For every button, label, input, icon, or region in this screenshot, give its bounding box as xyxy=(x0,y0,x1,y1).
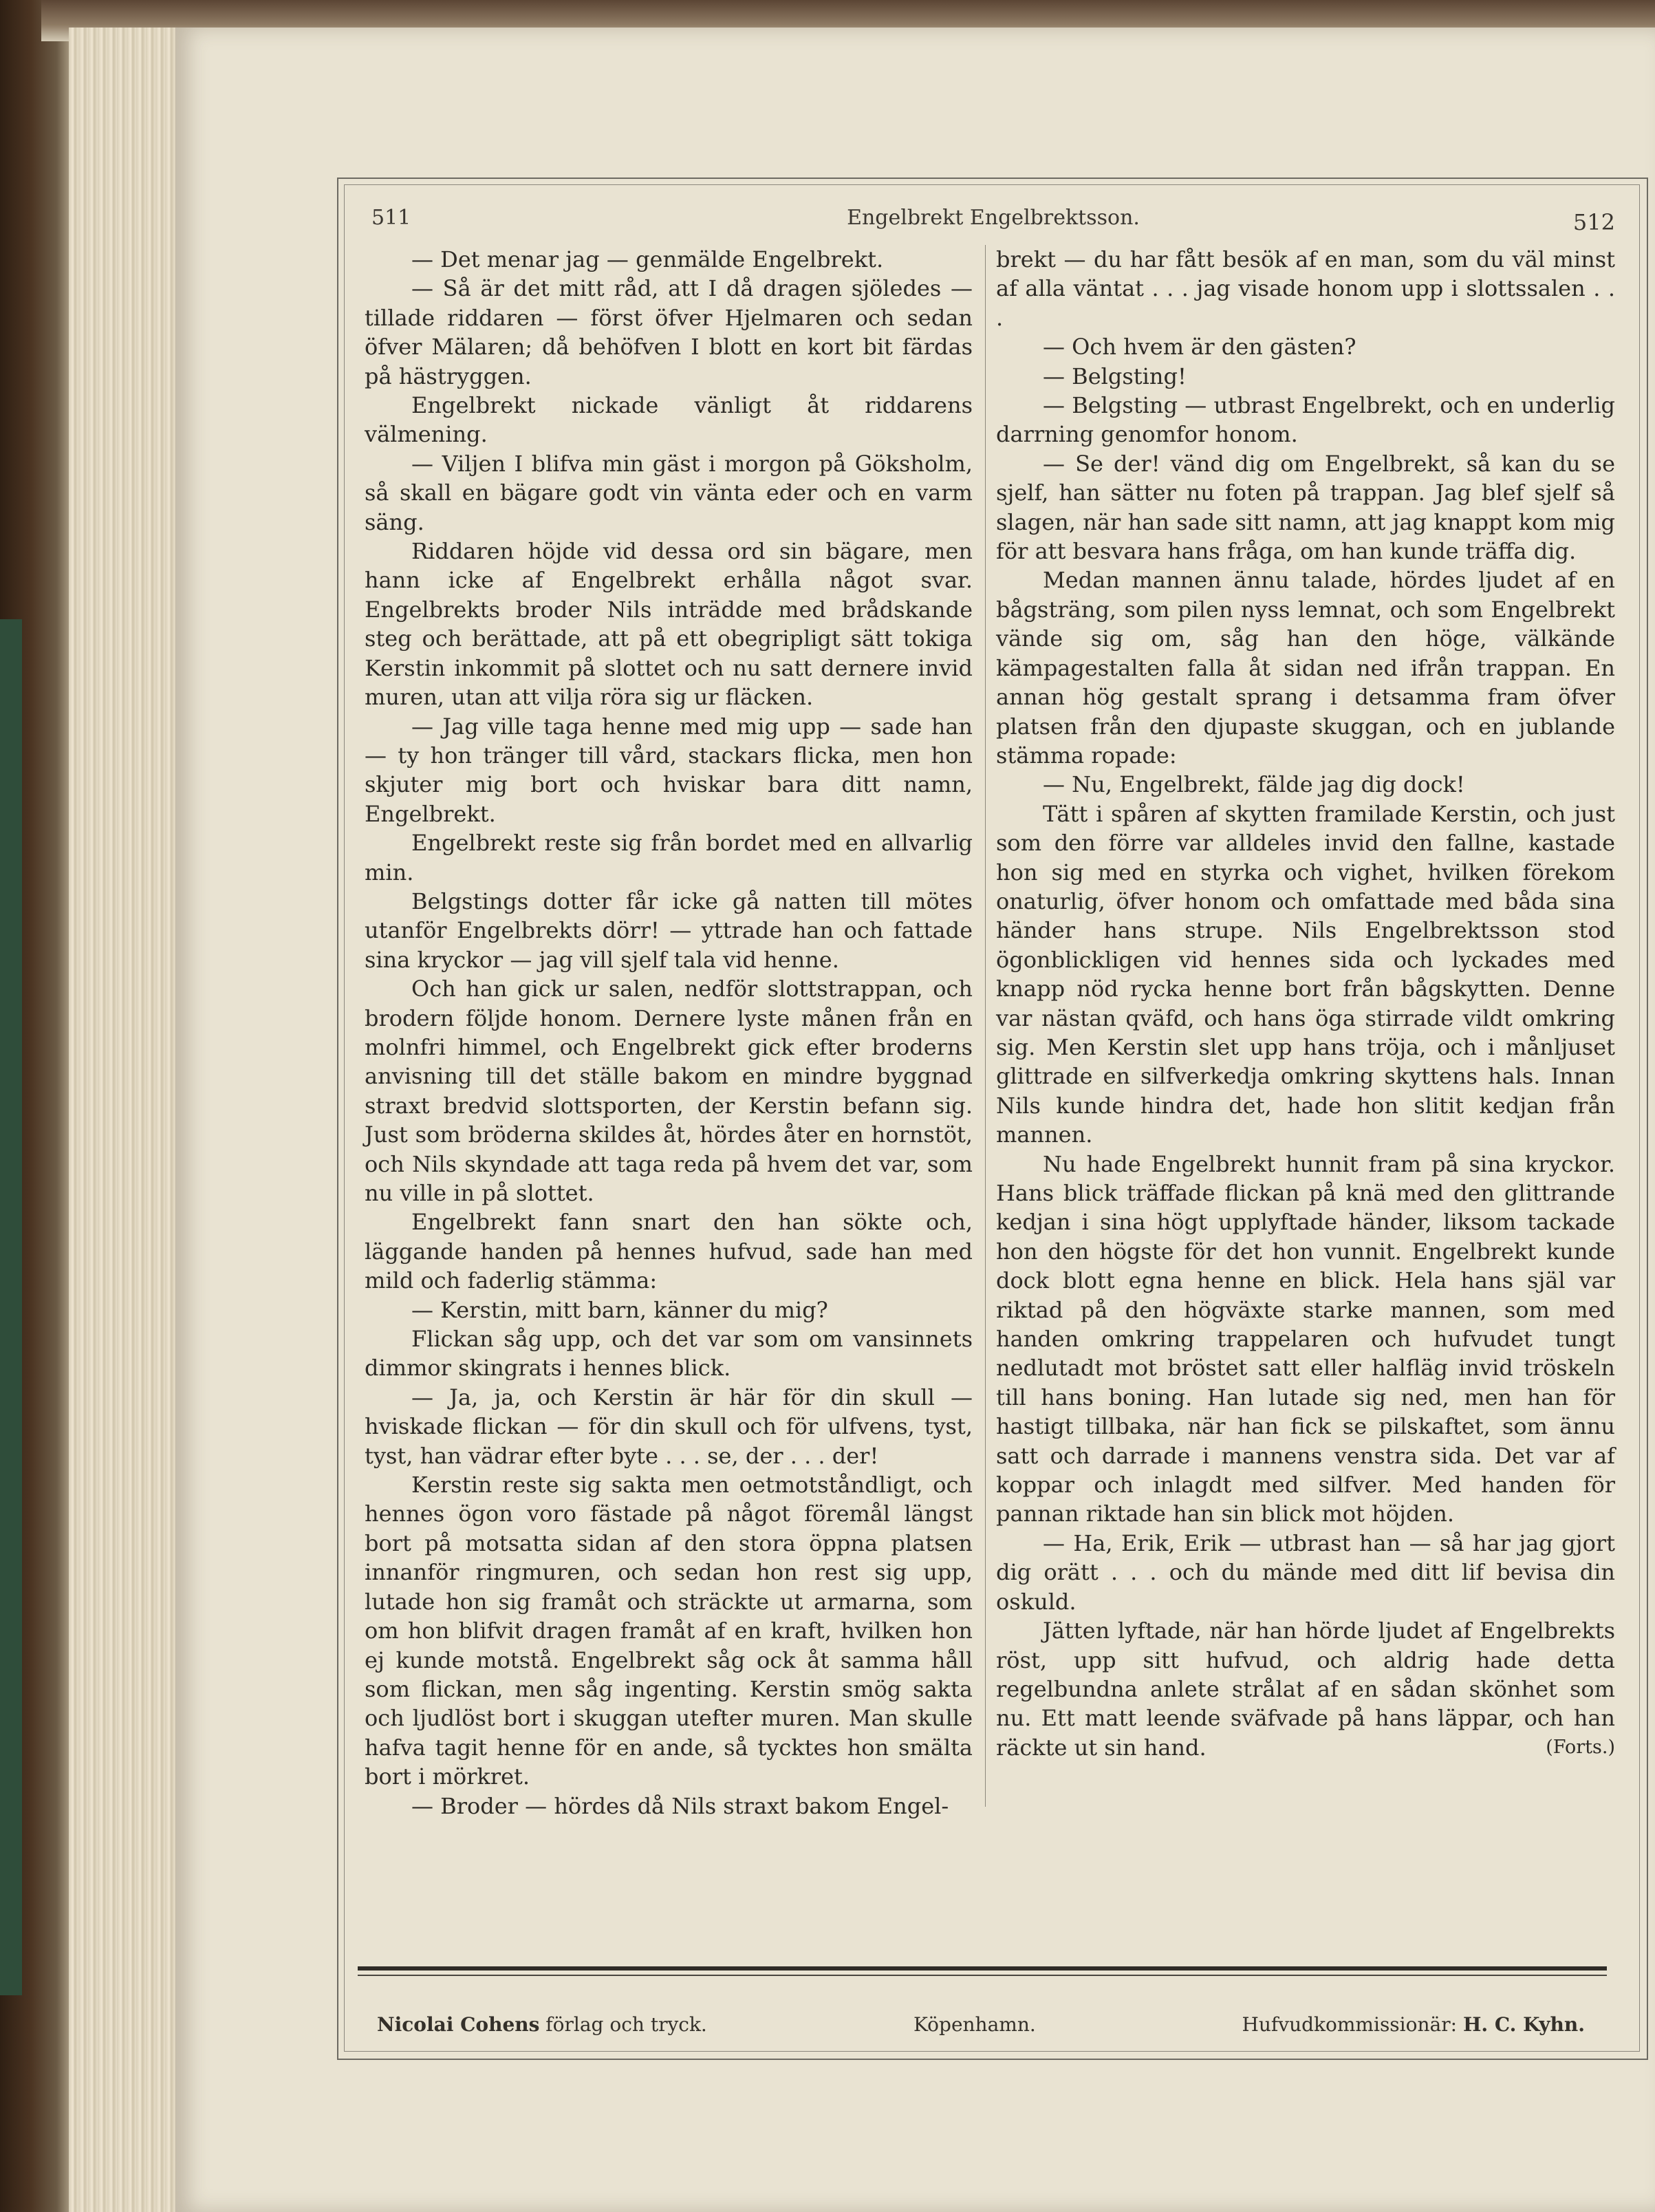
paragraph: — Jag ville taga henne med mig upp — sade han — ty hon tränger till vård, stackars flicka, men hon skjuter mig bort och hviskar bara ditt namn, Engelbrekt. xyxy=(365,713,973,827)
paragraph: Kerstin reste sig sakta men oetmotståndligt, och hennes ögon voro fästade på något föremål längst bort på motsatta sidan af den stora öppna platsen innanför ringmuren, och sedan hon rest sig upp, lutade hon sig framåt och sträckte ut armarna, som om hon blifvit dragen framåt af en kraft, hvilken hon ej kunde motstå. Engelbrekt såg ock åt samma håll som flickan, men såg ingenting. Kerstin smög sakta och ljudlöst bort i skuggan utefter muren. Man skulle hafva tagit henne för en ande, så tycktes hon smälta bort i mörkret. xyxy=(365,1472,973,1790)
paragraph: — Ha, Erik, Erik — utbrast han — så har jag gjort dig orätt . . . och du mände med ditt lif bevisa din oskuld. xyxy=(996,1529,1615,1615)
paragraph: Flickan såg upp, och det var som om vansinnets dimmor skingrats i hennes blick. xyxy=(365,1326,973,1382)
paragraph: Och han gick ur salen, nedför slottstrappan, och brodern följde honom. Dernere lyste månen från en molnfri himmel, och Engelbrekt gick efter broderns anvisning till det ställe bakom en mindre byggnad straxt bredvid slottsporten, der Kerstin befann sig. Just som bröderna skildes åt, hördes åter en hornstöt, och Nils skyndade att taga reda på hvem det var, som nu ville in på slottet. xyxy=(365,976,973,1206)
commission-name: H. C. Kyhn. xyxy=(1462,2013,1585,2036)
paragraph: Jätten lyftade, när han hörde ljudet af Engelbrekts röst, upp sitt hufvud, och aldrig hade detta regelbundna anlete strålat af en sådan skönhet som nu. Ett matt leende sväfvade på hans läppar, och han räckte ut sin hand. xyxy=(996,1618,1615,1761)
imprint-commission xyxy=(1242,2010,1585,2039)
continued-note: (Forts.) xyxy=(1546,1737,1615,1759)
paragraph: Tätt i spåren af skytten framilade Kerstin, och just som den förre var alldeles invid den fallne, kastade hon sig med en styrka och vighet, hvilken förekom onaturlig, öfver honom och omfattade med båda sina händer hans strupe. Nils Engelbrektsson stod ögonblickligen vid hennes sida och lyckades med knapp nöd rycka henne bort från bågskytten. Denne var nästan qväfd, och hans öga stirrade vildt omkring sig. Men Kerstin slet upp hans tröja, och i månljuset glittrade en silfverkedja omkring skyttens hals. Innan Nils kunde hindra det, hade hon slitit kedjan från mannen. xyxy=(996,800,1615,1148)
column-divider xyxy=(985,245,986,1807)
imprint-publisher xyxy=(377,2010,707,2039)
commission-label: Hufvudkommissionär: xyxy=(1242,2013,1463,2036)
paragraph: — Så är det mitt råd, att I då dragen sjöledes — tillade riddaren — först öfver Hjelmaren och sedan öfver Mälaren; då behöfven I blott en kort bit färdas på hästryggen. xyxy=(365,275,973,389)
paragraph: brekt — du har fått besök af en man, som du väl minst af alla väntat . . . jag visade honom upp i slottssalen . . . xyxy=(996,246,1615,331)
paragraph: Medan mannen ännu talade, hördes ljudet af en bågsträng, som pilen nyss lemnat, och som Engelbrekt vände sig om, såg han den höge, välkände kämpagestalten falla åt sidan ned ifrån trappan. En annan hög gestalt sprang i detsamma fram öfver platsen från den djupaste skuggan, och en jublande stämma ropade: xyxy=(996,567,1615,769)
publisher-name: Nicolai Cohens xyxy=(377,2013,540,2036)
book-cover-cloth xyxy=(0,619,22,1995)
paragraph: — Broder — hördes då Nils straxt bakom Engel- xyxy=(411,1792,949,1819)
footer-rule-thin xyxy=(358,1975,1607,1976)
paragraph: — Ja, ja, och Kerstin är här för din skull — hviskade flickan — för din skull och för ulfvens, tyst, tyst, han vädrar efter byte . . . se, der . . . der! xyxy=(365,1384,973,1469)
paragraph: Riddaren höjde vid dessa ord sin bägare, men hann icke af Engelbrekt erhålla något svar. Engelbrekts broder Nils inträdde med brådskande steg och berättade, att på ett obegripligt sätt tokiga Kerstin inkommit på slottet och nu satt dernere invid muren, utan att vilja röra sig ur fläcken. xyxy=(365,538,973,711)
paragraph: — Belgsting — utbrast Engelbrekt, och en underlig darrning genomfor honom. xyxy=(996,392,1615,448)
paragraph: — Viljen I blifva min gäst i morgon på Göksholm, så skall en bägare godt vin vänta eder och en varm säng. xyxy=(365,450,973,535)
paragraph: — Nu, Engelbrekt, fälde jag dig dock! xyxy=(1043,771,1465,798)
imprint-line xyxy=(377,2010,1585,2038)
paragraph: — Och hvem är den gästen? xyxy=(1043,334,1356,361)
running-header xyxy=(371,204,1615,238)
paragraph: Engelbrekt nickade vänligt åt riddarens välmening. xyxy=(365,392,973,448)
text-column-left xyxy=(365,245,973,1819)
paragraph: Nu hade Engelbrekt hunnit fram på sina kryckor. Hans blick träffade flickan på knä med den glittrande kedjan i sina högt upplyftade händer, liksom tackade hon den högste för det hon vunnit. Engelbrekt kunde dock blott egna henne en blick. Hela hans själ var riktad på den högväxte starke mannen, som med handen omkring trappelaren och hufvudet tungt nedlutadt mot bröstet satt eller halfläg invid tröskeln till hans boning. Han lutade sig ned, men han för hastigt tillbaka, när han fick se pilskaftet, som ännu satt och darrade i mannens venstra sida. Det var af koppar och inlagdt med silfver. Med handen för pannan riktade han sin blick mot höjden. xyxy=(996,1150,1615,1527)
running-title: Engelbrekt Engelbrektsson. xyxy=(847,206,1140,230)
paragraph: Engelbrekt fann snart den han sökte och, läggande handen på hennes hufvud, sade han med mild och faderlig stämma: xyxy=(365,1209,973,1294)
paragraph: — Kerstin, mitt barn, känner du mig? xyxy=(411,1296,828,1323)
page-number-left: 511 xyxy=(371,206,411,230)
paragraph: — Belgsting! xyxy=(1043,363,1187,389)
paragraph: Engelbrekt reste sig från bordet med en allvarlig min. xyxy=(365,830,973,885)
page-number-right: 512 xyxy=(1572,209,1615,235)
imprint-city: Köpenhamn. xyxy=(913,2013,1036,2036)
paragraph: — Se der! vänd dig om Engelbrekt, så kan du se sjelf, han sätter nu foten på trappan. Jag blef sjelf så slagen, när han sade sitt namn, att jag knappt kom mig för att besvara hans fråga, om han kunde träffa dig. xyxy=(996,450,1615,565)
text-column-right xyxy=(996,245,1615,1807)
paragraph: — Det menar jag — genmälde Engelbrekt. xyxy=(411,246,884,272)
page-stack-edges xyxy=(69,28,186,2212)
footer-rule-thick xyxy=(358,1966,1607,1971)
paragraph: Belgstings dotter får icke gå natten till mötes utanför Engelbrekts dörr! — yttrade han och fattade sina kryckor — jag vill sjelf tala vid henne. xyxy=(365,888,973,973)
publisher-rest: förlag och tryck. xyxy=(539,2013,707,2036)
